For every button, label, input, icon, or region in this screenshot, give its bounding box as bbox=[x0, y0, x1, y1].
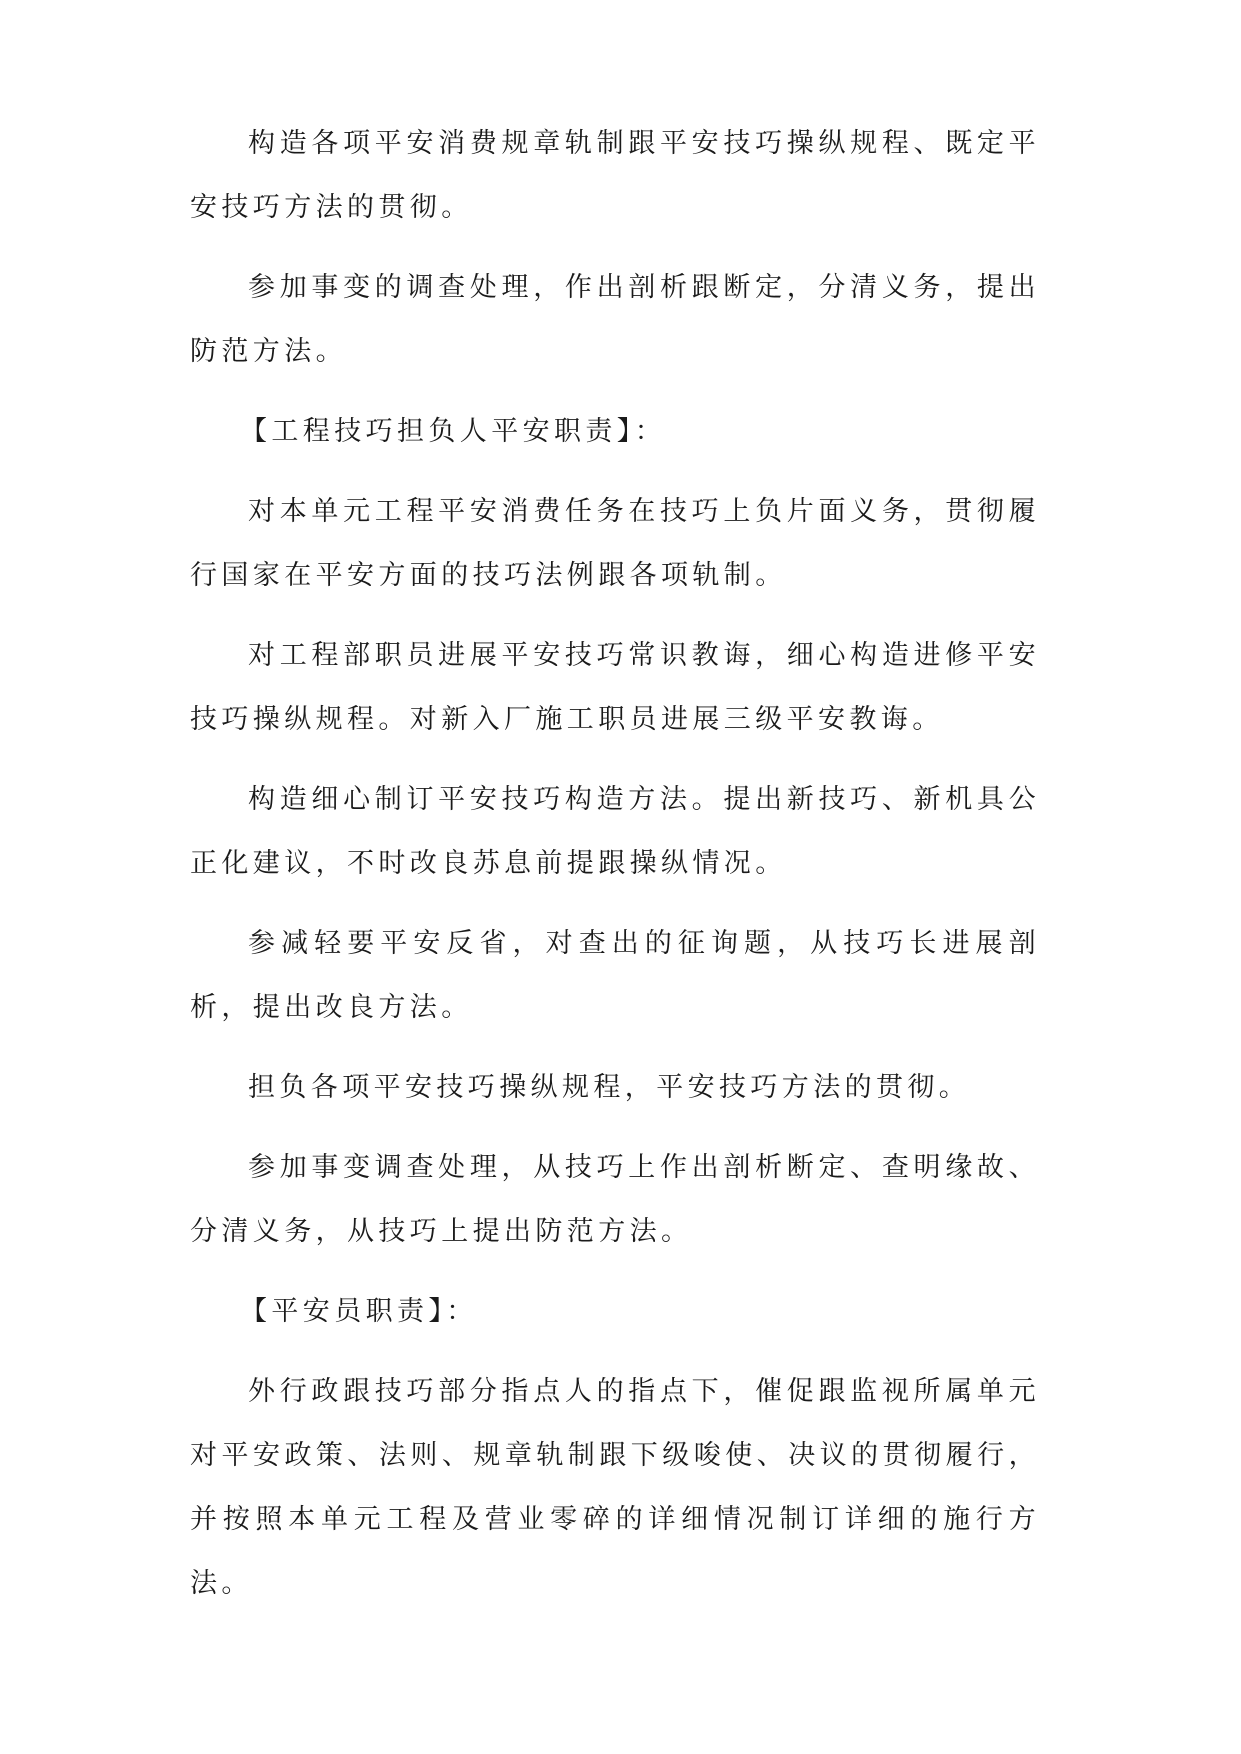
paragraph-accident-analysis: 参加事变调查处理，从技巧上作出剖析断定、查明缘故、分清义务，从技巧上提出防范方法。 bbox=[190, 1152, 1040, 1247]
paragraph-tech-responsibility: 对本单元工程平安消费任务在技巧上负片面义务，贯彻履行国家在平安方面的技巧法例跟各项轨制。 bbox=[190, 496, 1040, 591]
paragraph-safety-rules: 构造各项平安消费规章轨制跟平安技巧操纵规程、既定平安技巧方法的贯彻。 bbox=[190, 128, 1040, 223]
paragraph-safety-inspection: 参减轻要平安反省，对查出的征询题，从技巧长进展剖析，提出改良方法。 bbox=[190, 928, 1040, 1023]
paragraph-accident-investigation: 参加事变的调查处理，作出剖析跟断定，分清义务，提出防范方法。 bbox=[190, 272, 1040, 367]
document-body bbox=[190, 112, 1040, 1632]
paragraph-tech-measures: 构造细心制订平安技巧构造方法。提出新技巧、新机具公正化建议，不时改良苏息前提跟操纵情况。 bbox=[190, 784, 1040, 879]
paragraph-safety-officer-duties: 外行政跟技巧部分指点人的指点下，催促跟监视所属单元对平安政策、法则、规章轨制跟下级唆使、决议的贯彻履行，并按照本单元工程及营业零碎的详细情况制订详细的施行方法。 bbox=[190, 1376, 1040, 1599]
section-heading-safety-officer: 【平安员职责】： bbox=[240, 1296, 478, 1327]
paragraph-implementation: 担负各项平安技巧操纵规程，平安技巧方法的贯彻。 bbox=[248, 1072, 971, 1103]
paragraph-safety-education: 对工程部职员进展平安技巧常识教诲，细心构造进修平安技巧操纵规程。对新入厂施工职员进展三级平安教诲。 bbox=[190, 640, 1040, 735]
section-heading-tech-lead: 【工程技巧担负人平安职责】： bbox=[240, 416, 667, 447]
